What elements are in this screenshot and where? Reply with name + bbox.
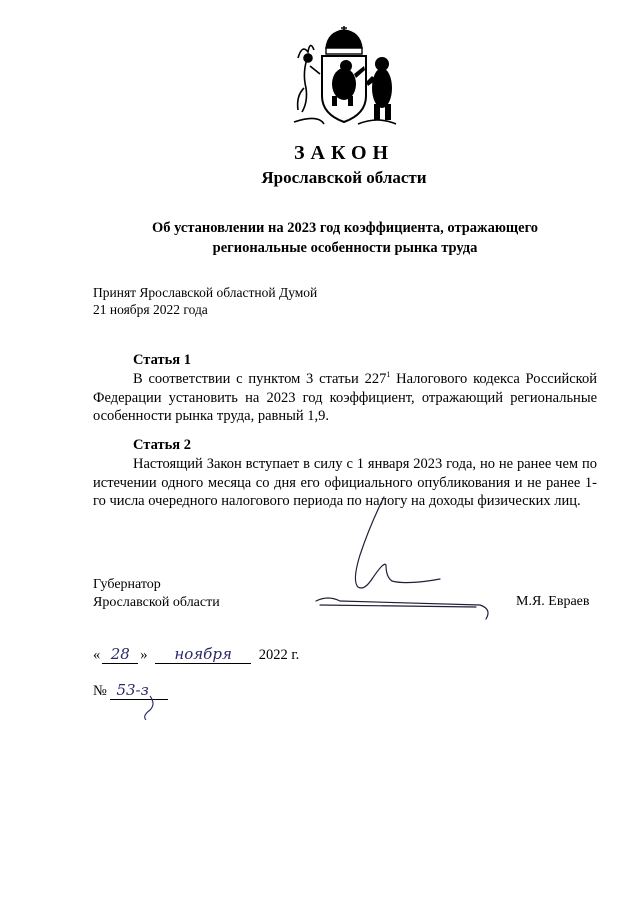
article-1-heading: Статья 1 [133, 352, 191, 368]
law-number-prefix: № [93, 683, 107, 699]
law-number-value: 53-з [110, 681, 168, 700]
date-day: 28 [102, 645, 138, 664]
law-subject: Об установлении на 2023 год коэффициента, отражающего региональные особенности рынка труда [151, 220, 539, 256]
handwritten-signature [300, 495, 500, 625]
date-close-quote: » [140, 647, 148, 663]
law-region: Ярославской области [261, 168, 427, 187]
article-2-paragraph: Настоящий Закон вступает в силу с 1 января 2023 года, но не ранее чем по истечении одного месяца со дня его официального опубликования и не ранее 1-го числа очередного налогового периода по налогу на доходы физических лиц. [93, 456, 597, 509]
article-1-text-start: В соответствии с пунктом 3 статьи 227 [133, 371, 387, 387]
coat-of-arms-emblem [288, 26, 400, 130]
article-2-heading: Статья 2 [133, 437, 191, 453]
adoption-body: Принят Ярославской областной Думой [93, 285, 318, 300]
number-flourish [120, 680, 180, 720]
article-1-text-end: Налогового кодекса Российской Федерации установить на 2023 год коэффициент, отражающий региональные особенности рынка труда, равный 1,9. [93, 371, 597, 424]
governor-name: М.Я. Евраев [516, 594, 590, 609]
article-1-superscript: 1 [386, 370, 391, 380]
governor-title [93, 576, 313, 612]
date-open-quote: « [93, 647, 101, 663]
signing-date [93, 645, 299, 664]
article-1-text [93, 370, 597, 426]
date-year: 2022 г. [258, 647, 300, 663]
governor-title-line1: Губернатор [93, 577, 161, 592]
adoption-date: 21 ноября 2022 года [93, 302, 208, 317]
date-month: ноября [155, 645, 251, 664]
adoption-info [93, 284, 393, 318]
law-title: ЗАКОН [293, 142, 395, 164]
governor-title-line2: Ярославской области [93, 595, 220, 610]
